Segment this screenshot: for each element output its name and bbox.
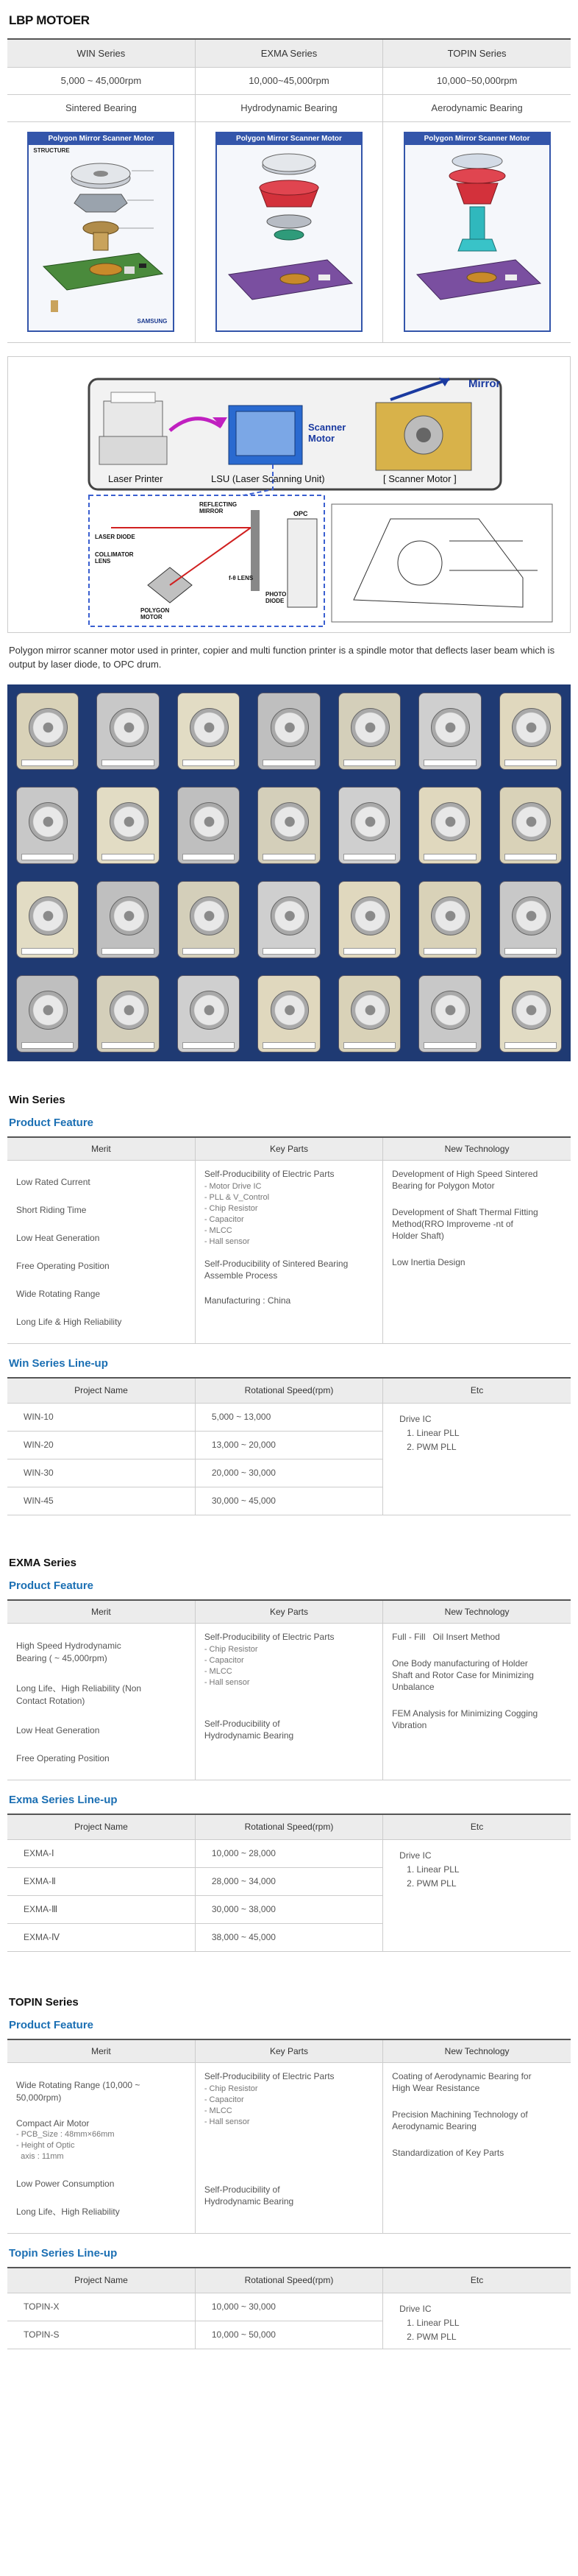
header-exma: EXMA Series bbox=[195, 39, 382, 67]
motor-label-sticker bbox=[343, 948, 396, 955]
figure-structure-label: STRUCTURE bbox=[33, 147, 70, 154]
motor-label-sticker bbox=[424, 948, 476, 955]
motor-unit bbox=[96, 693, 159, 770]
motor-unit bbox=[338, 975, 401, 1052]
motor-label-sticker bbox=[424, 854, 476, 860]
figure-title: Polygon Mirror Scanner Motor bbox=[217, 133, 361, 145]
merit-header: Merit bbox=[7, 1600, 195, 1624]
project-name: EXMA-Ⅳ bbox=[7, 1923, 195, 1951]
new-tech-item: Coating of Aerodynamic Bearing for High Wear Resistance bbox=[392, 2071, 532, 2093]
etc-title: Drive IC bbox=[399, 1850, 432, 1861]
motor-rotor bbox=[190, 991, 229, 1030]
lsu-label: LSU (Laser Scanning Unit) bbox=[211, 473, 325, 484]
motor-label-sticker bbox=[424, 1042, 476, 1049]
etc-cell bbox=[383, 2293, 571, 2349]
etc-title: Drive IC bbox=[399, 2303, 432, 2314]
motor-unit bbox=[96, 881, 159, 958]
motor-rotor bbox=[190, 802, 229, 841]
motor-rotor bbox=[512, 991, 551, 1030]
topin-feature-table bbox=[7, 2039, 571, 2234]
project-name: EXMA-Ⅱ bbox=[7, 1867, 195, 1895]
motor-label-sticker bbox=[263, 760, 315, 766]
motor-label-sticker bbox=[182, 1042, 235, 1049]
motor-rotor bbox=[29, 708, 68, 747]
merit-item: High Speed Hydrodynamic Bearing ( ~ 45,000rpm) bbox=[16, 1641, 121, 1663]
motor-rotor bbox=[271, 708, 310, 747]
key-parts-header: Key Parts bbox=[195, 1600, 382, 1624]
motor-rotor bbox=[110, 802, 149, 841]
new-tech-item: One Body manufacturing of Holder Shaft and Rotor Case for Minimizing Unbalance bbox=[392, 1658, 534, 1692]
exma-speed: 10,000~45,000rpm bbox=[195, 67, 382, 94]
motor-rotor bbox=[512, 802, 551, 841]
key-parts-item: - MLCC bbox=[204, 2106, 232, 2115]
win-speed: 5,000 ~ 45,000rpm bbox=[7, 67, 195, 94]
motor-unit bbox=[499, 975, 562, 1052]
motor-rotor bbox=[110, 708, 149, 747]
figure-row bbox=[7, 121, 571, 342]
motor-rotor bbox=[351, 802, 390, 841]
topin-key-parts bbox=[195, 2063, 382, 2234]
motor-label-sticker bbox=[182, 948, 235, 955]
scanner-motor-stacked-label: Scanner Motor bbox=[308, 421, 346, 444]
rotational-speed: 5,000 ~ 13,000 bbox=[195, 1403, 382, 1431]
rotational-speed-header: Rotational Speed(rpm) bbox=[195, 1378, 382, 1403]
key-parts-group: Self-Producibility of Electric Parts bbox=[204, 1632, 335, 1642]
motor-rotor bbox=[512, 896, 551, 935]
motor-label-sticker bbox=[21, 948, 74, 955]
page-title: LBP MOTOER bbox=[9, 13, 90, 27]
new-tech-item: Low Inertia Design bbox=[392, 1257, 465, 1267]
merit-item-title: Compact Air Motor bbox=[16, 2118, 90, 2129]
new-technology-header: New Technology bbox=[383, 1600, 571, 1624]
rotational-speed: 30,000 ~ 38,000 bbox=[195, 1895, 382, 1923]
laser-printer-system-figure bbox=[7, 356, 571, 633]
motor-label-sticker bbox=[101, 760, 154, 766]
motor-unit bbox=[177, 693, 240, 770]
project-name: WIN-45 bbox=[7, 1487, 195, 1515]
motor-label-sticker bbox=[101, 854, 154, 860]
key-parts-item: - Hall sensor bbox=[204, 1237, 250, 1246]
merit-item: Wide Rotating Range bbox=[16, 1289, 101, 1299]
etc-header: Etc bbox=[383, 1378, 571, 1403]
bearing-row bbox=[7, 94, 571, 121]
merit-item: Long Life & High Reliability bbox=[16, 1317, 122, 1327]
topin-section-title: TOPIN Series bbox=[9, 1995, 79, 2009]
project-name-header: Project Name bbox=[7, 1378, 195, 1403]
merit-item: Free Operating Position bbox=[16, 1261, 110, 1271]
rotational-speed: 10,000 ~ 28,000 bbox=[195, 1839, 382, 1867]
motor-unit bbox=[177, 787, 240, 864]
motor-unit bbox=[418, 881, 481, 958]
etc-item: 2. PWM PLL bbox=[407, 2331, 457, 2342]
win-lineup-title: Win Series Line-up bbox=[9, 1357, 108, 1370]
exma-exploded-motor-drawing bbox=[217, 145, 361, 330]
key-parts-item: - Hall sensor bbox=[204, 1678, 250, 1687]
motor-rotor bbox=[110, 991, 149, 1030]
motor-label-sticker bbox=[343, 1042, 396, 1049]
motor-label-sticker bbox=[21, 760, 74, 766]
exma-feature-table bbox=[7, 1599, 571, 1781]
motor-unit bbox=[16, 693, 79, 770]
samsung-logo: SAMSUNG bbox=[137, 318, 168, 325]
motor-label-sticker bbox=[263, 1042, 315, 1049]
motor-label-sticker bbox=[101, 948, 154, 955]
new-tech-item: Standardization of Key Parts bbox=[392, 2148, 504, 2158]
motor-unit bbox=[96, 975, 159, 1052]
merit-item: Low Rated Current bbox=[16, 1177, 90, 1187]
motor-label-sticker bbox=[424, 760, 476, 766]
win-exploded-motor-drawing bbox=[29, 156, 173, 330]
motor-label-sticker bbox=[504, 948, 557, 955]
key-parts-item: - MLCC bbox=[204, 1667, 232, 1676]
motor-unit bbox=[338, 881, 401, 958]
topin-new-technology bbox=[383, 2063, 571, 2234]
motor-rotor bbox=[351, 708, 390, 747]
motor-rotor bbox=[190, 708, 229, 747]
key-parts-item: - MLCC bbox=[204, 1226, 232, 1235]
etc-cell bbox=[383, 1403, 571, 1515]
motor-label-sticker bbox=[504, 1042, 557, 1049]
key-parts-item: - Capacitor bbox=[204, 1215, 244, 1224]
topin-exploded-motor-drawing bbox=[405, 145, 549, 330]
new-tech-item: FEM Analysis for Minimizing Cogging Vibration bbox=[392, 1708, 538, 1730]
etc-title: Drive IC bbox=[399, 1413, 432, 1424]
exma-new-technology bbox=[383, 1624, 571, 1780]
motor-product-photo bbox=[7, 684, 571, 1061]
key-parts-item: - Chip Resistor bbox=[204, 2084, 258, 2093]
merit-item: Low Heat Generation bbox=[16, 1725, 100, 1735]
rotational-speed: 10,000 ~ 50,000 bbox=[195, 2321, 382, 2349]
win-lineup-table bbox=[7, 1377, 571, 1515]
merit-item: Wide Rotating Range (10,000 ~ 50,000rpm) bbox=[16, 2080, 140, 2103]
exma-section-title: EXMA Series bbox=[9, 1556, 76, 1569]
win-merits bbox=[7, 1161, 195, 1344]
win-product-feature-title: Product Feature bbox=[9, 1116, 94, 1129]
win-key-parts bbox=[195, 1161, 382, 1344]
project-name: TOPIN-S bbox=[7, 2321, 195, 2349]
project-name: WIN-30 bbox=[7, 1459, 195, 1487]
etc-header: Etc bbox=[383, 1814, 571, 1839]
rotational-speed: 10,000 ~ 30,000 bbox=[195, 2293, 382, 2321]
rotational-speed-header: Rotational Speed(rpm) bbox=[195, 2268, 382, 2293]
new-tech-item: Development of Shaft Thermal Fitting Method(RRO Improveme -nt of Holder Shaft) bbox=[392, 1207, 538, 1241]
topin-lineup-table bbox=[7, 2267, 571, 2349]
topin-exploded-figure bbox=[404, 132, 551, 332]
project-name: WIN-20 bbox=[7, 1431, 195, 1459]
rotational-speed: 28,000 ~ 34,000 bbox=[195, 1867, 382, 1895]
key-parts-item: - Hall sensor bbox=[204, 2117, 250, 2126]
motor-unit bbox=[418, 693, 481, 770]
motor-unit bbox=[16, 787, 79, 864]
etc-item: 2. PWM PLL bbox=[407, 1441, 457, 1452]
photo-diode-label: PHOTO DIODE bbox=[265, 590, 287, 604]
project-name: TOPIN-X bbox=[7, 2293, 195, 2321]
f-lens-label: f-θ LENS bbox=[229, 574, 254, 581]
motor-unit bbox=[96, 787, 159, 864]
key-parts-item: - PLL & V_Control bbox=[204, 1193, 270, 1202]
key-parts-header: Key Parts bbox=[195, 2039, 382, 2063]
key-parts-group: Self-Producibility of Electric Parts bbox=[204, 1169, 335, 1179]
key-parts-group: Self-Producibility of Sintered Bearing Assemble Process bbox=[204, 1259, 349, 1281]
etc-item: 1. Linear PLL bbox=[407, 2317, 460, 2328]
motor-label-sticker bbox=[504, 854, 557, 860]
motor-label-sticker bbox=[21, 1042, 74, 1049]
speed-row bbox=[7, 67, 571, 94]
exma-product-feature-title: Product Feature bbox=[9, 1579, 94, 1592]
topin-merits bbox=[7, 2063, 195, 2234]
key-parts-item: - Capacitor bbox=[204, 1656, 244, 1665]
merit-item: Low Power Consumption bbox=[16, 2179, 115, 2189]
header-win: WIN Series bbox=[7, 39, 195, 67]
exma-exploded-figure bbox=[215, 132, 363, 332]
motor-unit bbox=[338, 693, 401, 770]
motor-label-sticker bbox=[343, 854, 396, 860]
key-parts-group: Self-Producibility of Hydrodynamic Bearing bbox=[204, 2184, 294, 2207]
key-parts-item: - Chip Resistor bbox=[204, 1204, 258, 1213]
table-row bbox=[7, 2293, 571, 2321]
motor-rotor bbox=[190, 896, 229, 935]
merit-header: Merit bbox=[7, 2039, 195, 2063]
merit-item: Long Life、High Reliability bbox=[16, 2207, 120, 2217]
new-tech-item: Precision Machining Technology of Aerodynamic Bearing bbox=[392, 2109, 528, 2131]
exma-lineup-title: Exma Series Line-up bbox=[9, 1794, 118, 1806]
polygon-motor-label: POLYGON MOTOR bbox=[140, 606, 170, 620]
motor-rotor bbox=[431, 896, 470, 935]
rotational-speed-header: Rotational Speed(rpm) bbox=[195, 1814, 382, 1839]
motor-rotor bbox=[431, 802, 470, 841]
motor-rotor bbox=[110, 896, 149, 935]
topin-lineup-title: Topin Series Line-up bbox=[9, 2247, 118, 2260]
motor-rotor bbox=[29, 991, 68, 1030]
comparison-header-row bbox=[7, 39, 571, 67]
project-name-header: Project Name bbox=[7, 2268, 195, 2293]
merit-item: Low Heat Generation bbox=[16, 1233, 100, 1243]
merit-item: Long Life、High Reliability (Non Contact Rotation) bbox=[16, 1683, 142, 1706]
motor-rotor bbox=[351, 896, 390, 935]
table-row bbox=[7, 1403, 571, 1431]
key-parts-item: - Motor Drive IC bbox=[204, 1182, 262, 1191]
merit-detail: - Height of Optic bbox=[16, 2141, 75, 2150]
key-parts-header: Key Parts bbox=[195, 1137, 382, 1161]
new-tech-item: Development of High Speed Sintered Bearing for Polygon Motor bbox=[392, 1169, 538, 1191]
motor-label-sticker bbox=[263, 948, 315, 955]
project-name-header: Project Name bbox=[7, 1814, 195, 1839]
etc-cell bbox=[383, 1839, 571, 1951]
motor-label-sticker bbox=[504, 760, 557, 766]
key-parts-group: Self-Producibility of Electric Parts bbox=[204, 2071, 335, 2081]
motor-rotor bbox=[512, 708, 551, 747]
motor-unit bbox=[257, 693, 320, 770]
motor-unit bbox=[499, 787, 562, 864]
win-structure-figure bbox=[27, 132, 174, 332]
new-technology-header: New Technology bbox=[383, 2039, 571, 2063]
motor-unit bbox=[16, 881, 79, 958]
motor-unit bbox=[177, 975, 240, 1052]
motor-rotor bbox=[431, 708, 470, 747]
motor-unit bbox=[418, 975, 481, 1052]
motor-unit bbox=[418, 787, 481, 864]
motor-label-sticker bbox=[182, 854, 235, 860]
figure-title: Polygon Mirror Scanner Motor bbox=[29, 133, 173, 145]
key-parts-item: - Chip Resistor bbox=[204, 1645, 258, 1654]
topin-bearing: Aerodynamic Bearing bbox=[383, 94, 571, 121]
merit-detail: axis : 11mm bbox=[16, 2152, 64, 2161]
etc-header: Etc bbox=[383, 2268, 571, 2293]
description-text: Polygon mirror scanner motor used in printer, copier and multi function printer is a spindle motor that deflects laser beam which is output by laser diode, to OPC drum. bbox=[9, 644, 555, 670]
motor-unit bbox=[177, 881, 240, 958]
win-bearing: Sintered Bearing bbox=[7, 94, 195, 121]
motor-unit bbox=[499, 693, 562, 770]
table-row bbox=[7, 1839, 571, 1867]
project-name: EXMA-Ⅲ bbox=[7, 1895, 195, 1923]
topin-product-feature-title: Product Feature bbox=[9, 2018, 94, 2031]
merit-item: Free Operating Position bbox=[16, 1753, 110, 1763]
project-name: WIN-10 bbox=[7, 1403, 195, 1431]
win-new-technology bbox=[383, 1161, 571, 1344]
motor-label-sticker bbox=[182, 760, 235, 766]
motor-rotor bbox=[351, 991, 390, 1030]
header-topin: TOPIN Series bbox=[383, 39, 571, 67]
win-feature-table bbox=[7, 1136, 571, 1345]
merit-detail: - PCB_Size : 48mm×66mm bbox=[16, 2130, 115, 2139]
rotational-speed: 20,000 ~ 30,000 bbox=[195, 1459, 382, 1487]
project-name: EXMA-Ⅰ bbox=[7, 1839, 195, 1867]
motor-rotor bbox=[29, 896, 68, 935]
motor-unit bbox=[16, 975, 79, 1052]
motor-label-sticker bbox=[101, 1042, 154, 1049]
series-comparison-table bbox=[7, 38, 571, 343]
etc-item: 2. PWM PLL bbox=[407, 1878, 457, 1889]
motor-label-sticker bbox=[263, 854, 315, 860]
key-parts-group: Self-Producibility of Hydrodynamic Bearing bbox=[204, 1719, 294, 1741]
exma-merits bbox=[7, 1624, 195, 1780]
laser-printer-label: Laser Printer bbox=[108, 473, 163, 484]
opc-label: OPC bbox=[293, 509, 308, 517]
exma-key-parts bbox=[195, 1624, 382, 1780]
new-technology-header: New Technology bbox=[383, 1137, 571, 1161]
rotational-speed: 13,000 ~ 20,000 bbox=[195, 1431, 382, 1459]
laser-diode-label: LASER DIODE bbox=[95, 533, 135, 540]
reflecting-mirror-label: REFLECTING MIRROR bbox=[199, 500, 238, 514]
figure-title: Polygon Mirror Scanner Motor bbox=[405, 133, 549, 145]
motor-unit bbox=[257, 975, 320, 1052]
scanner-motor-label: [ Scanner Motor ] bbox=[383, 473, 457, 484]
motor-unit bbox=[257, 881, 320, 958]
motor-rotor bbox=[431, 991, 470, 1030]
merit-header: Merit bbox=[7, 1137, 195, 1161]
topin-speed: 10,000~50,000rpm bbox=[383, 67, 571, 94]
new-tech-item: Full - Fill Oil Insert Method bbox=[392, 1632, 500, 1642]
collimator-label: COLLIMATOR LENS bbox=[95, 551, 134, 565]
motor-label-sticker bbox=[21, 854, 74, 860]
etc-item: 1. Linear PLL bbox=[407, 1864, 460, 1875]
motor-label-sticker bbox=[343, 760, 396, 766]
motor-unit bbox=[257, 787, 320, 864]
merit-item: Short Riding Time bbox=[16, 1205, 87, 1215]
motor-rotor bbox=[271, 802, 310, 841]
rotational-speed: 38,000 ~ 45,000 bbox=[195, 1923, 382, 1951]
motor-rotor bbox=[271, 896, 310, 935]
key-parts-group: Manufacturing : China bbox=[204, 1295, 291, 1306]
win-section-title: Win Series bbox=[9, 1093, 65, 1106]
exma-lineup-table bbox=[7, 1814, 571, 1952]
motor-rotor bbox=[29, 802, 68, 841]
rotational-speed: 30,000 ~ 45,000 bbox=[195, 1487, 382, 1515]
exma-bearing: Hydrodynamic Bearing bbox=[195, 94, 382, 121]
mirror-label: Mirror bbox=[468, 377, 501, 390]
etc-item: 1. Linear PLL bbox=[407, 1427, 460, 1438]
motor-unit bbox=[338, 787, 401, 864]
key-parts-item: - Capacitor bbox=[204, 2095, 244, 2104]
motor-unit bbox=[499, 881, 562, 958]
merit-item bbox=[16, 2113, 188, 2162]
motor-rotor bbox=[271, 991, 310, 1030]
